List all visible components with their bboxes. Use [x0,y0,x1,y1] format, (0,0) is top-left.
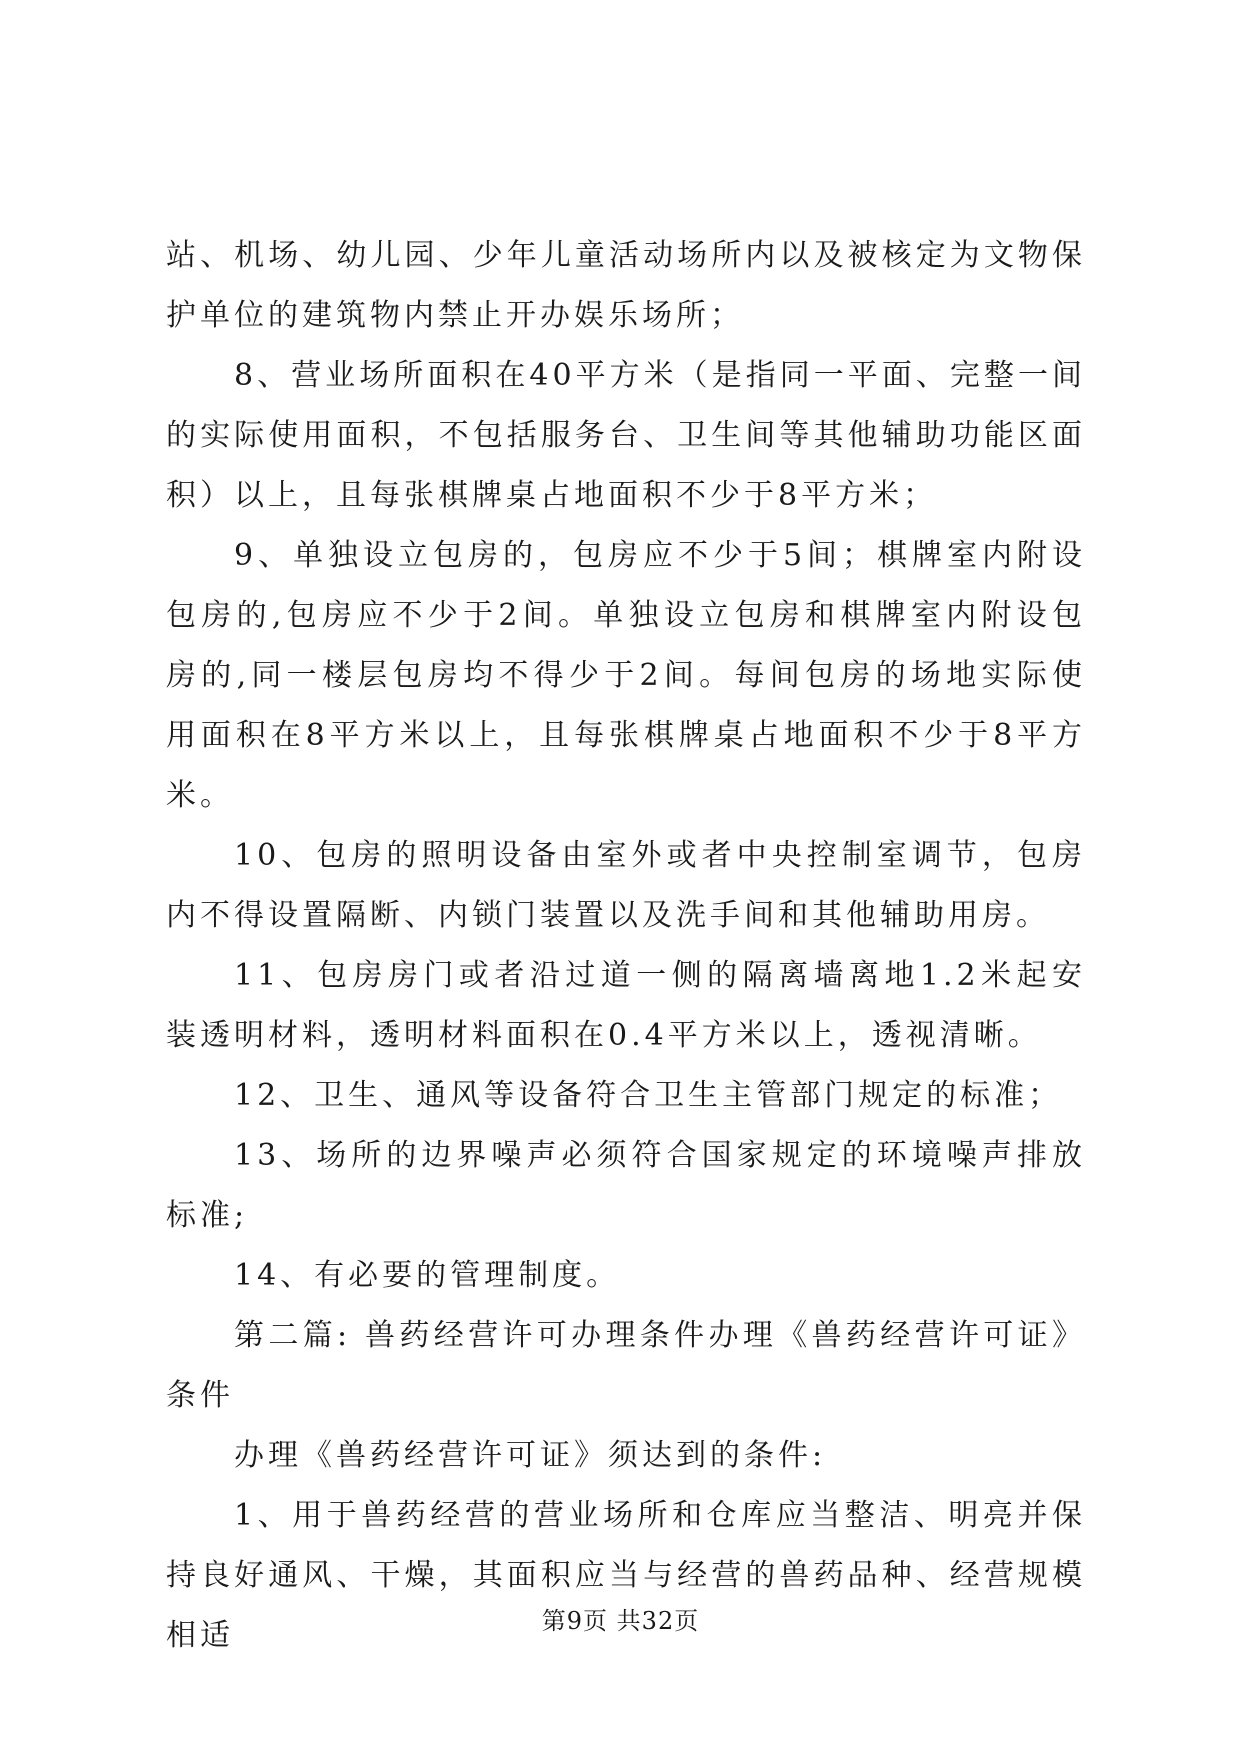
paragraph-5: 11、包房房门或者沿过道一侧的隔离墙离地1.2米起安装透明材料，透明材料面积在0.4平方米以上，透视清晰。 [166,958,1086,1053]
section-heading: 第二篇: 兽药经营许可办理条件办理《兽药经营许可证》条件 [166,1318,1086,1413]
paragraph-3: 9、单独设立包房的，包房应不少于5间；棋牌室内附设包房的,包房应不少于2间。单独设立包房和棋牌室内附设包房的,同一楼层包房均不得少于2间。每间包房的场地实际使用面积在8平方米以上，且每张棋牌桌占地面积不少于8平方米。 [166,538,1086,813]
paragraph-1: 站、机场、幼儿园、少年儿童活动场所内以及被核定为文物保护单位的建筑物内禁止开办娱乐场所； [166,238,1086,333]
paragraph-2: 8、营业场所面积在40平方米（是指同一平面、完整一间的实际使用面积，不包括服务台、卫生间等其他辅助功能区面积）以上，且每张棋牌桌占地面积不少于8平方米； [166,358,1086,513]
paragraph-4: 10、包房的照明设备由室外或者中央控制室调节，包房内不得设置隔断、内锁门装置以及洗手间和其他辅助用房。 [166,838,1086,933]
paragraph-8: 14、有必要的管理制度。 [234,1258,621,1293]
page-number-footer: 第9页 共32页 [541,1607,700,1635]
paragraph-10: 办理《兽药经营许可证》须达到的条件: [234,1438,827,1473]
paragraph-11: 1、用于兽药经营的营业场所和仓库应当整洁、明亮并保持良好通风、干燥，其面积应当与经营的兽药品种、经营规模相适 [166,1498,1086,1653]
document-body [166,226,1086,1666]
paragraph-7: 13、场所的边界噪声必须符合国家规定的环境噪声排放标准; [166,1138,1086,1233]
paragraph-6: 12、卫生、通风等设备符合卫生主管部门规定的标准； [234,1078,1063,1113]
